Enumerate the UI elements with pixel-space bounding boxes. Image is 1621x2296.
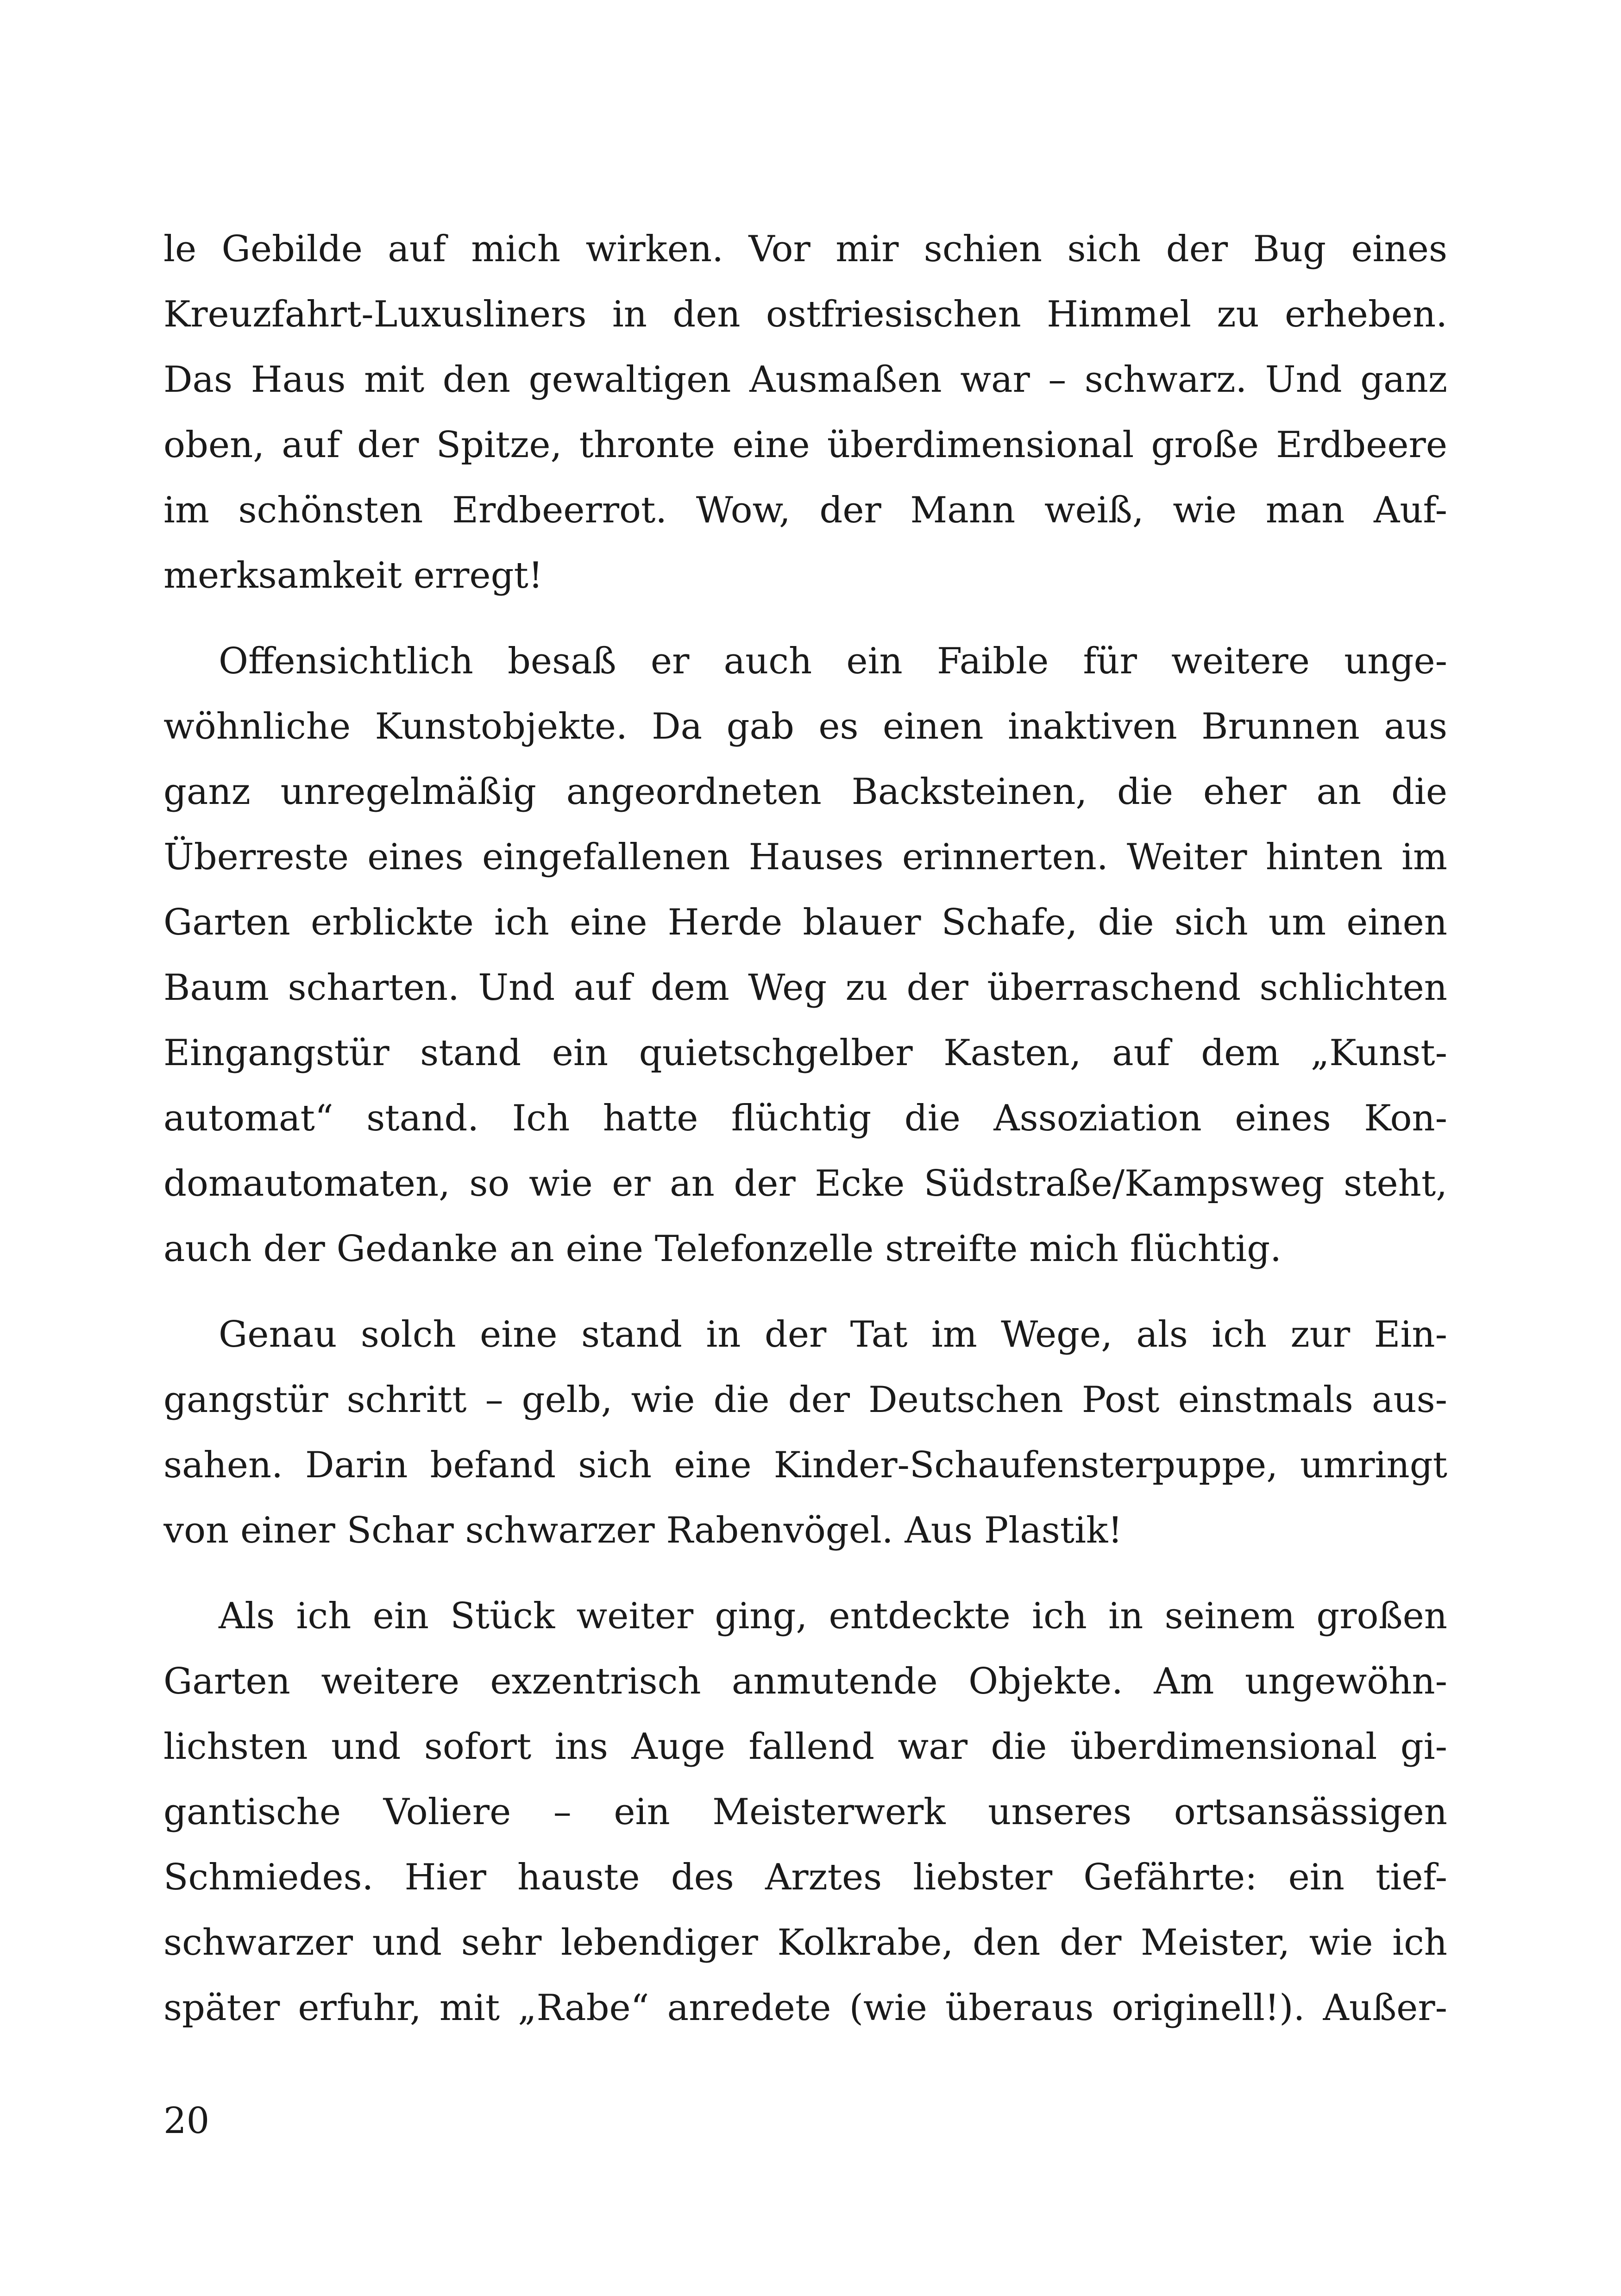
paragraph-spacer bbox=[163, 1282, 1447, 1302]
text-line: Kreuzfahrt-Luxusliners in den ostfriesischen Himmel zu erheben. bbox=[163, 294, 1447, 335]
page-number: 20 bbox=[163, 2100, 210, 2142]
text-line: lichsten und sofort ins Auge fallend war die überdimensional gi- bbox=[163, 1726, 1447, 1768]
paragraph-4 bbox=[163, 1584, 1447, 2041]
paragraph-3 bbox=[163, 1302, 1447, 1563]
text-line: Offensichtlich besaß er auch ein Faible für weitere unge- bbox=[219, 640, 1447, 682]
text-line: Eingangstür stand ein quietschgelber Kasten, auf dem „Kunst- bbox=[163, 1032, 1447, 1074]
text-line: im schönsten Erdbeerrot. Wow, der Mann weiß, wie man Auf- bbox=[163, 489, 1447, 531]
text-line: Das Haus mit den gewaltigen Ausmaßen war – schwarz. Und ganz bbox=[163, 359, 1447, 401]
text-line: später erfuhr, mit „Rabe“ anredete (wie überaus originell!). Außer- bbox=[163, 1987, 1447, 2029]
text-line: gantische Voliere – ein Meisterwerk unseres ortsansässigen bbox=[163, 1791, 1447, 1833]
paragraph-spacer bbox=[163, 1563, 1447, 1584]
text-line: Genau solch eine stand in der Tat im Wege, als ich zur Ein- bbox=[219, 1314, 1447, 1355]
text-line: Garten weitere exzentrisch anmutende Objekte. Am ungewöhn- bbox=[163, 1661, 1447, 1702]
text-line: Überreste eines eingefallenen Hauses erinnerten. Weiter hinten im bbox=[163, 836, 1447, 878]
text-line: automat“ stand. Ich hatte flüchtig die Assoziation eines Kon- bbox=[163, 1098, 1447, 1139]
text-line: auch der Gedanke an eine Telefonzelle streifte mich flüchtig. bbox=[163, 1228, 1282, 1270]
paragraph-spacer bbox=[163, 609, 1447, 629]
text-line: domautomaten, so wie er an der Ecke Südstraße/Kampsweg steht, bbox=[163, 1163, 1447, 1204]
text-line: merksamkeit erregt! bbox=[163, 555, 543, 596]
paragraph-2 bbox=[163, 629, 1447, 1282]
text-line: Als ich ein Stück weiter ging, entdeckte ich in seinem großen bbox=[219, 1595, 1447, 1637]
text-line: von einer Schar schwarzer Rabenvögel. Aus Plastik! bbox=[163, 1510, 1123, 1551]
text-line: Schmiedes. Hier hauste des Arztes liebster Gefährte: ein tief- bbox=[163, 1857, 1447, 1898]
text-line: oben, auf der Spitze, thronte eine überdimensional große Erdbeere bbox=[163, 424, 1447, 466]
text-line: wöhnliche Kunstobjekte. Da gab es einen inaktiven Brunnen aus bbox=[163, 706, 1447, 747]
text-line: le Gebilde auf mich wirken. Vor mir schien sich der Bug eines bbox=[163, 228, 1447, 270]
text-line: Garten erblickte ich eine Herde blauer Schafe, die sich um einen bbox=[163, 902, 1447, 943]
text-line: sahen. Darin befand sich eine Kinder-Schaufensterpuppe, umringt bbox=[163, 1444, 1447, 1486]
text-line: schwarzer und sehr lebendiger Kolkrabe, den der Meister, wie ich bbox=[163, 1922, 1447, 1964]
text-line: gangstür schritt – gelb, wie die der Deutschen Post einstmals aus- bbox=[163, 1379, 1447, 1421]
paragraph-1 bbox=[163, 217, 1447, 609]
text-line: Baum scharten. Und auf dem Weg zu der überraschend schlichten bbox=[163, 967, 1447, 1009]
text-line: ganz unregelmäßig angeordneten Backsteinen, die eher an die bbox=[163, 771, 1447, 813]
body-text bbox=[163, 217, 1447, 2041]
